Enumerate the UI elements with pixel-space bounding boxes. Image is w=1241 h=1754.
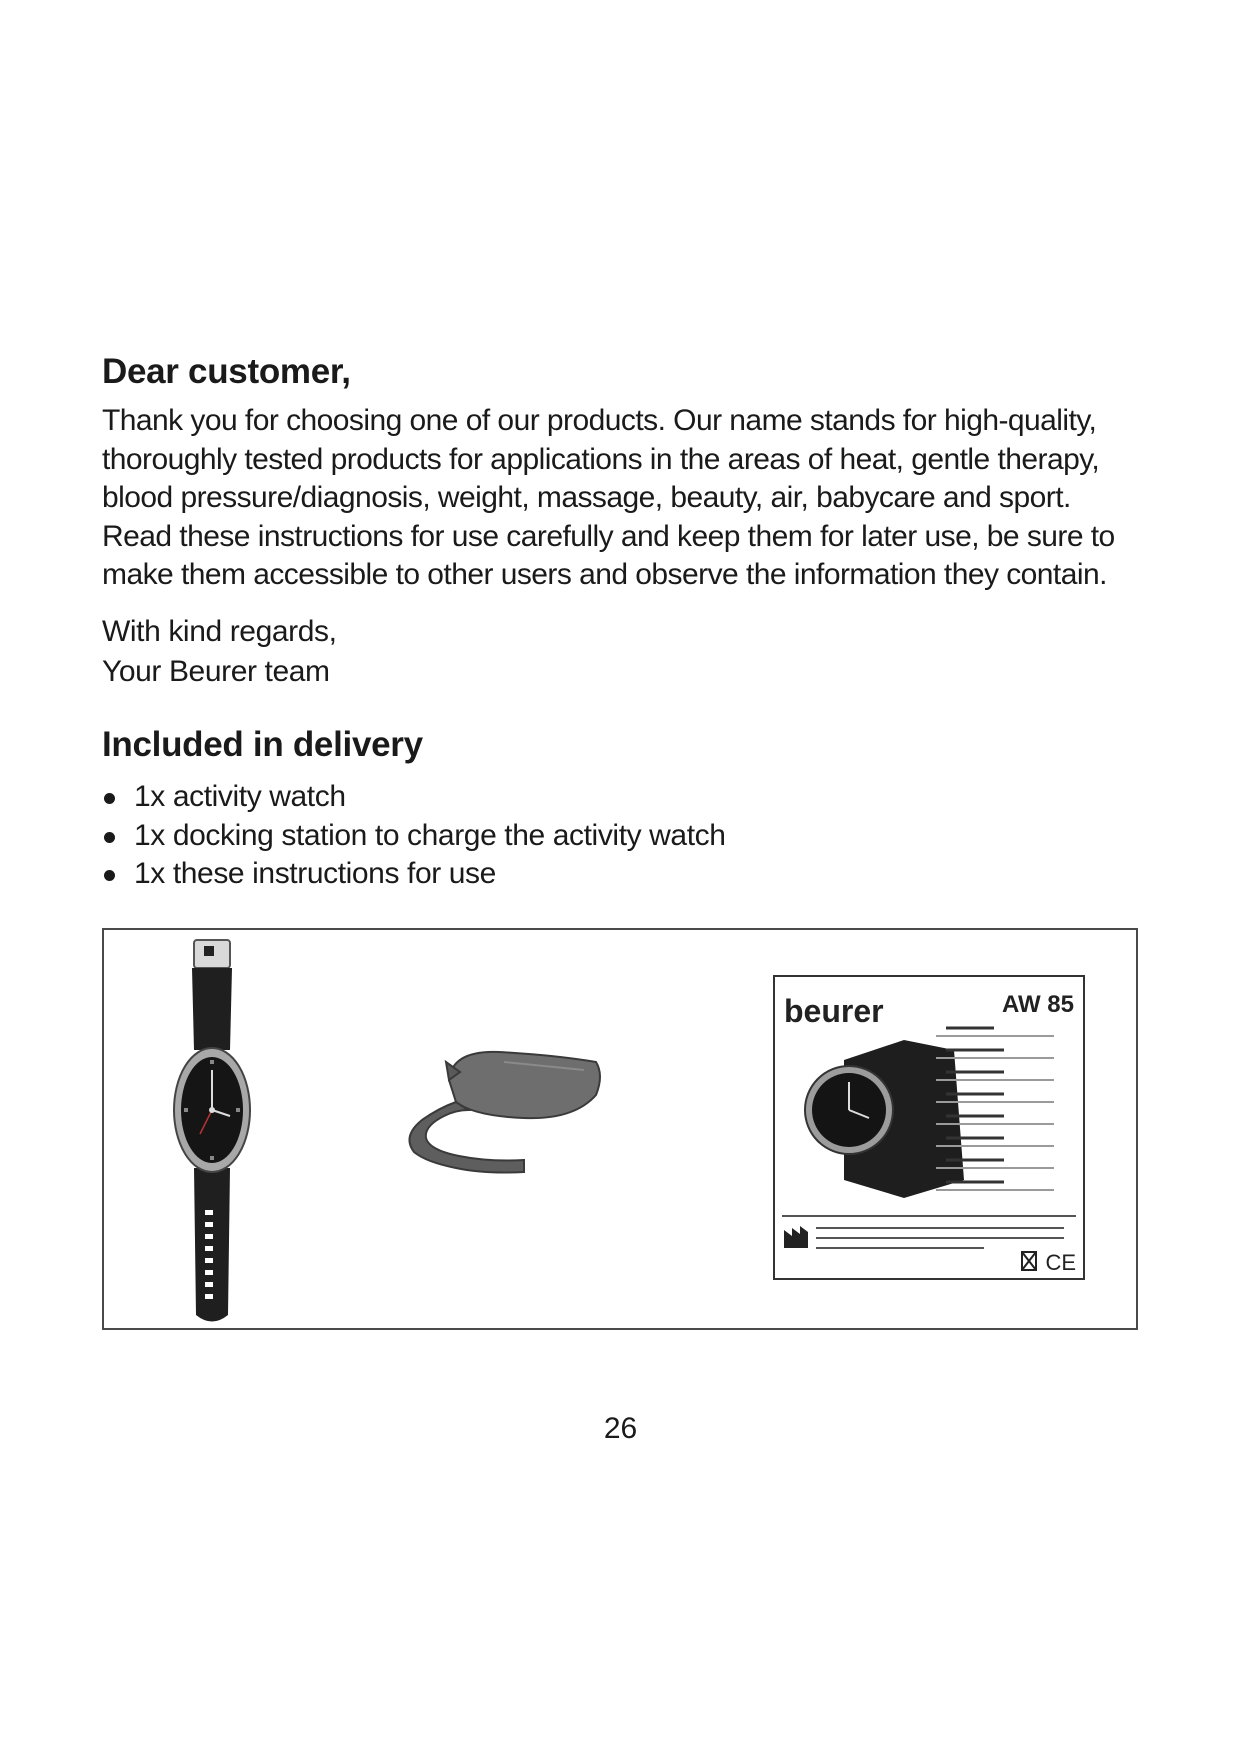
- booklet-ce-mark: CE: [1045, 1250, 1076, 1275]
- intro-line: Thank you for choosing one of our products. Our name stands for high-quality,: [102, 404, 1097, 437]
- signature-text: Your Beurer team: [102, 655, 330, 688]
- intro-line: make them accessible to other users and observe the information they contain.: [102, 558, 1107, 591]
- docking-station-illustration: [410, 1052, 601, 1173]
- list-item: 1x these instructions for use: [102, 855, 726, 894]
- regards-block: [102, 612, 337, 692]
- included-in-delivery-heading: Included in delivery: [102, 725, 423, 764]
- dear-customer-heading: Dear customer,: [102, 352, 351, 391]
- list-item: 1x activity watch: [102, 778, 726, 817]
- figure-illustrations: [104, 930, 1136, 1328]
- page-number: 26: [603, 1412, 638, 1445]
- list-item: 1x docking station to charge the activity watch: [102, 817, 726, 856]
- intro-line: blood pressure/diagnosis, weight, massage, beauty, air, babycare and sport.: [102, 481, 1071, 514]
- booklet-model: AW 85: [1001, 991, 1074, 1018]
- activity-watch-illustration: [174, 940, 250, 1322]
- booklet-brand: beurer: [784, 993, 884, 1029]
- delivery-contents-figure: [102, 928, 1138, 1330]
- intro-line: thoroughly tested products for applications in the areas of heat, gentle therapy,: [102, 442, 1100, 476]
- intro-line: Read these instructions for use carefully and keep them for later use, be sure to: [102, 519, 1115, 553]
- closing-text: With kind regards,: [102, 615, 337, 648]
- delivery-list: [102, 778, 726, 894]
- intro-paragraph: [102, 402, 1142, 595]
- instruction-booklet-illustration: [774, 976, 1084, 1279]
